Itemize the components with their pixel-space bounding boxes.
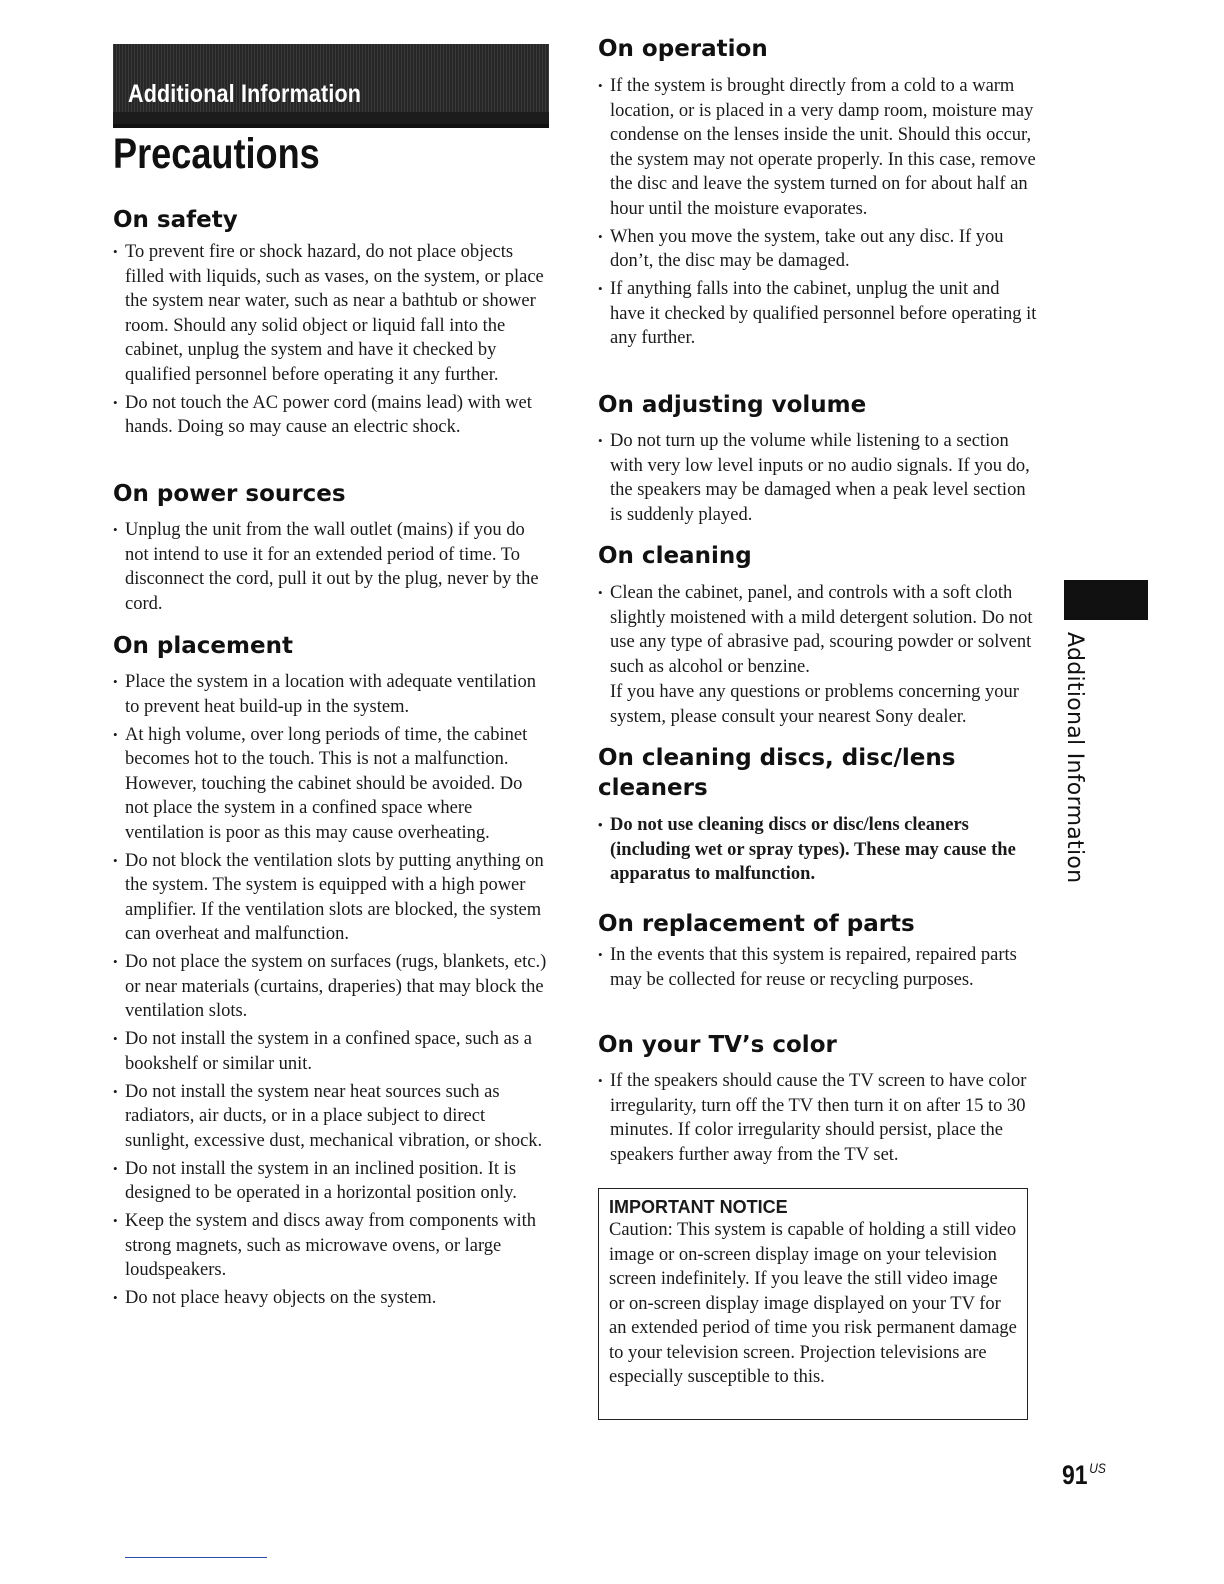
page-number-suffix: US — [1089, 1460, 1106, 1476]
list-on-safety — [113, 240, 549, 443]
list-on-replacement-of-parts — [598, 943, 1038, 996]
section-banner-label: Additional Information — [128, 80, 362, 108]
list-item: • To prevent fire or shock hazard, do not place objects filled with liquids, such as vases, on the system, or place the system near water, such as near a bathtub or shower room. Should any solid object or liquid fall into the cabinet, unplug the system and have it checked by qualified personnel before operating it any further. — [113, 240, 549, 387]
list-item: • If the speakers should cause the TV screen to have color irregularity, turn off the TV then turn it on after 15 to 30 minutes. If color irregularity should persist, place the speakers further away from the TV set. — [598, 1069, 1038, 1167]
heading-on-adjusting-volume: On adjusting volume — [598, 392, 867, 418]
list-on-power-sources — [113, 518, 549, 620]
list-on-adjusting-volume — [598, 429, 1038, 531]
list-on-tv-color — [598, 1069, 1038, 1171]
list-on-cleaning-discs — [598, 813, 1038, 890]
side-tab-marker — [1064, 580, 1148, 620]
list-item: • At high volume, over long periods of time, the cabinet becomes hot to the touch. This is not a malfunction. However, touching the cabinet should be avoided. Do not place the system in a confined space where ventilation is poor as this may cause overheating. — [113, 723, 549, 846]
list-item: • Keep the system and discs away from components with strong magnets, such as microwave ovens, or large loudspeakers. — [113, 1209, 549, 1283]
page-number-value: 91 — [1062, 1460, 1088, 1490]
list-item: • If the system is brought directly from a cold to a warm location, or is placed in a very damp room, moisture may condense on the lenses inside the unit. Should this occur, the system may not operate properly. In this case, remove the disc and leave the system turned on for about half an hour until the moisture evaporates. — [598, 74, 1038, 221]
list-item: • If anything falls into the cabinet, unplug the unit and have it checked by qualified personnel before operating it any further. — [598, 277, 1038, 351]
list-item: • Do not turn up the volume while listening to a section with very low level inputs or no audio signals. If you do, the speakers may be damaged when a peak level section is suddenly played. — [598, 429, 1038, 527]
heading-on-cleaning-discs: On cleaning discs, disc/lens cleaners — [598, 745, 956, 801]
heading-on-cleaning: On cleaning — [598, 543, 752, 569]
side-tab-label: Additional Information — [1062, 632, 1087, 884]
page-number — [1062, 1460, 1106, 1491]
heading-on-operation: On operation — [598, 36, 768, 62]
list-on-placement — [113, 670, 549, 1314]
heading-on-safety: On safety — [113, 207, 238, 233]
list-item: • Do not block the ventilation slots by putting anything on the system. The system is equipped with a high power amplifier. If the ventilation slots are blocked, the system can overheat and malfunction. — [113, 849, 549, 947]
heading-on-replacement-of-parts: On replacement of parts — [598, 911, 915, 937]
list-item: • Unplug the unit from the wall outlet (mains) if you do not intend to use it for an extended period of time. To disconnect the cord, pull it out by the plug, never by the cord. — [113, 518, 549, 616]
list-item: • Do not install the system in an inclined position. It is designed to be operated in a horizontal position only. — [113, 1157, 549, 1206]
heading-on-power-sources: On power sources — [113, 481, 346, 507]
list-item: • Clean the cabinet, panel, and controls with a soft cloth slightly moistened with a mild detergent solution. Do not use any type of abrasive pad, scouring powder or solvent such as alcohol or benzine. — [598, 581, 1038, 679]
heading-on-placement: On placement — [113, 633, 293, 659]
footer-rule — [125, 1557, 267, 1558]
list-item: • Place the system in a location with adequate ventilation to prevent heat build-up in the system. — [113, 670, 549, 719]
list-item: • Do not install the system in a confined space, such as a bookshelf or similar unit. — [113, 1027, 549, 1076]
list-item: • Do not place the system on surfaces (rugs, blankets, etc.) or near materials (curtains, draperies) that may block the ventilation slots. — [113, 950, 549, 1024]
list-item: • When you move the system, take out any disc. If you don’t, the disc may be damaged. — [598, 225, 1038, 274]
notice-text: Caution: This system is capable of holding a still video image or on-screen display image on your television screen indefinitely. If you leave the still video image or on-screen display image displayed on your TV for an extended period of time you risk permanent damage to your television screen. Projection televisions are especially susceptible to this. — [609, 1220, 1017, 1387]
list-item: • Do not install the system near heat sources such as radiators, air ducts, or in a place subject to direct sunlight, excessive dust, mechanical vibration, or shock. — [113, 1080, 549, 1154]
list-on-cleaning — [598, 581, 1038, 683]
heading-on-tv-color: On your TV’s color — [598, 1032, 837, 1058]
notice-title: IMPORTANT NOTICE — [609, 1197, 788, 1217]
cleaning-dealer-note: If you have any questions or problems concerning your system, please consult your nearest Sony dealer. — [610, 682, 1019, 727]
important-notice-box — [598, 1188, 1028, 1420]
section-banner — [113, 44, 549, 128]
list-item: • Do not touch the AC power cord (mains lead) with wet hands. Doing so may cause an electric shock. — [113, 391, 549, 440]
page-title: Precautions — [113, 130, 320, 178]
banner-rule — [113, 124, 549, 128]
list-on-operation — [598, 74, 1038, 354]
list-item: • Do not place heavy objects on the system. — [113, 1286, 549, 1311]
list-item: • In the events that this system is repaired, repaired parts may be collected for reuse or recycling purposes. — [598, 943, 1038, 992]
list-item: • Do not use cleaning discs or disc/lens cleaners (including wet or spray types). These may cause the apparatus to malfunction. — [598, 813, 1038, 887]
